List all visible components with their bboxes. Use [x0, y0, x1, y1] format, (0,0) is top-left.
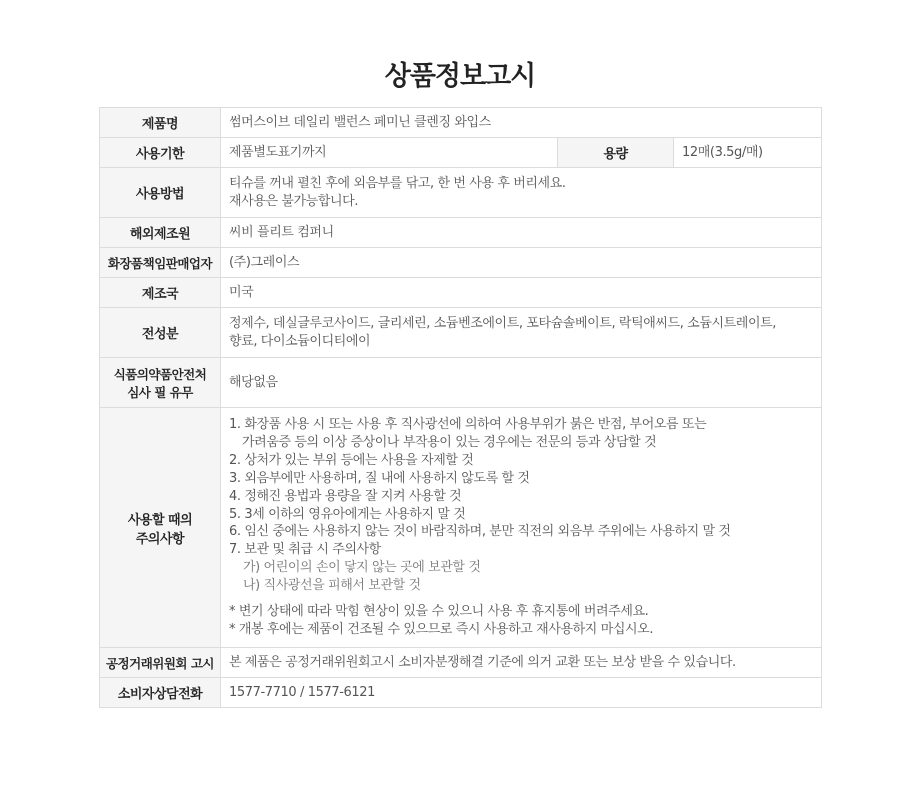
row-label-ingredients: 전성분 [100, 308, 221, 358]
caution-item: 5. 3세 이하의 영유아에게는 사용하지 말 것 [229, 506, 466, 522]
page-title: 상품정보고시 [384, 61, 536, 92]
caution-subitem: 가) 어린이의 손이 닿지 않는 곳에 보관할 것 [243, 560, 481, 576]
row-label-manufacturer: 해외제조원 [100, 218, 221, 248]
caution-label-line: 사용할 때의 [127, 512, 193, 528]
caution-item: 1. 화장품 사용 시 또는 사용 후 직사광선에 의하여 사용부위가 붉은 반점, 부어오름 또는 [229, 416, 707, 432]
mfds-label-line: 식품의약품안전처 [113, 366, 207, 382]
caution-item: 가려움증 등의 이상 증상이나 부작용이 있는 경우에는 전문의 등과 상담할 것 [242, 434, 657, 450]
caution-label-line: 주의사항 [135, 531, 185, 547]
table-row [100, 168, 822, 218]
row-label-caution [100, 408, 221, 648]
row-value-origin: 미국 [221, 278, 822, 308]
row-value-ftc: 본 제품은 공정거래위원회고시 소비자분쟁해결 기준에 의거 교환 또는 보상 받을 수 있습니다. [221, 648, 822, 678]
table-row [100, 248, 822, 278]
ingredients-line: 향료, 다이소듐이디티에이 [229, 333, 371, 349]
caution-item: 6. 임신 중에는 사용하지 않는 것이 바람직하며, 분만 직전의 외음부 주위에는 사용하지 말 것 [229, 524, 731, 540]
caution-note: * 개봉 후에는 제품이 건조될 수 있으므로 즉시 사용하고 재사용하지 마십시오. [229, 622, 654, 638]
caution-item: 4. 정해진 용법과 용량을 잘 지켜 사용할 것 [229, 488, 462, 504]
row-value-capacity: 12매(3.5g/매) [674, 138, 822, 168]
caution-subitem: 나) 직사광선을 피해서 보관할 것 [243, 578, 421, 594]
mfds-label-line: 심사 필 유무 [127, 384, 193, 400]
caution-item: 2. 상처가 있는 부위 등에는 사용을 자제할 것 [229, 452, 474, 468]
row-label-capacity: 용량 [558, 138, 674, 168]
product-info-table [99, 107, 822, 708]
row-value-product-name: 썸머스이브 데일리 밸런스 페미닌 클렌징 와입스 [221, 108, 822, 138]
row-value-manufacturer: 씨비 플리트 컴퍼니 [221, 218, 822, 248]
row-label-ftc: 공정거래위원회 고시 [100, 648, 221, 678]
table-row [100, 218, 822, 248]
row-value-ingredients [221, 308, 822, 358]
table-row [100, 678, 822, 708]
table-row [100, 138, 822, 168]
table-row [100, 108, 822, 138]
usage-line: 재사용은 불가능합니다. [229, 193, 359, 209]
caution-item: 7. 보관 및 취급 시 주의사항 [229, 542, 381, 558]
row-value-expiry: 제품별도표기까지 [221, 138, 558, 168]
caution-notes [229, 603, 813, 639]
table-row [100, 358, 822, 408]
table-row [100, 308, 822, 358]
row-value-contact: 1577-7710 / 1577-6121 [221, 678, 822, 708]
row-label-usage: 사용방법 [100, 168, 221, 218]
table-row [100, 278, 822, 308]
ingredients-line: 정제수, 데실글루코사이드, 글리세린, 소듐벤조에이트, 포타슘솔베이트, 락틱애씨드, 소듐시트레이트, [229, 316, 776, 331]
row-label-product-name: 제품명 [100, 108, 221, 138]
table-row [100, 648, 822, 678]
usage-line: 티슈를 꺼내 펼친 후에 외음부를 닦고, 한 번 사용 후 버리세요. [229, 176, 566, 191]
row-value-usage [221, 168, 822, 218]
row-label-origin: 제조국 [100, 278, 221, 308]
row-label-expiry: 사용기한 [100, 138, 221, 168]
caution-list [229, 416, 813, 595]
row-label-mfds [100, 358, 221, 408]
caution-note: * 변기 상태에 따라 막힘 현상이 있을 수 있으니 사용 후 휴지통에 버려주세요. [229, 604, 649, 620]
row-value-mfds: 해당없음 [221, 358, 822, 408]
row-value-seller: (주)그레이스 [221, 248, 822, 278]
row-value-caution [221, 408, 822, 648]
table-row [100, 408, 822, 648]
row-label-contact: 소비자상담전화 [100, 678, 221, 708]
row-label-seller: 화장품책임판매업자 [100, 248, 221, 278]
caution-item: 3. 외음부에만 사용하며, 질 내에 사용하지 않도록 할 것 [229, 470, 530, 486]
